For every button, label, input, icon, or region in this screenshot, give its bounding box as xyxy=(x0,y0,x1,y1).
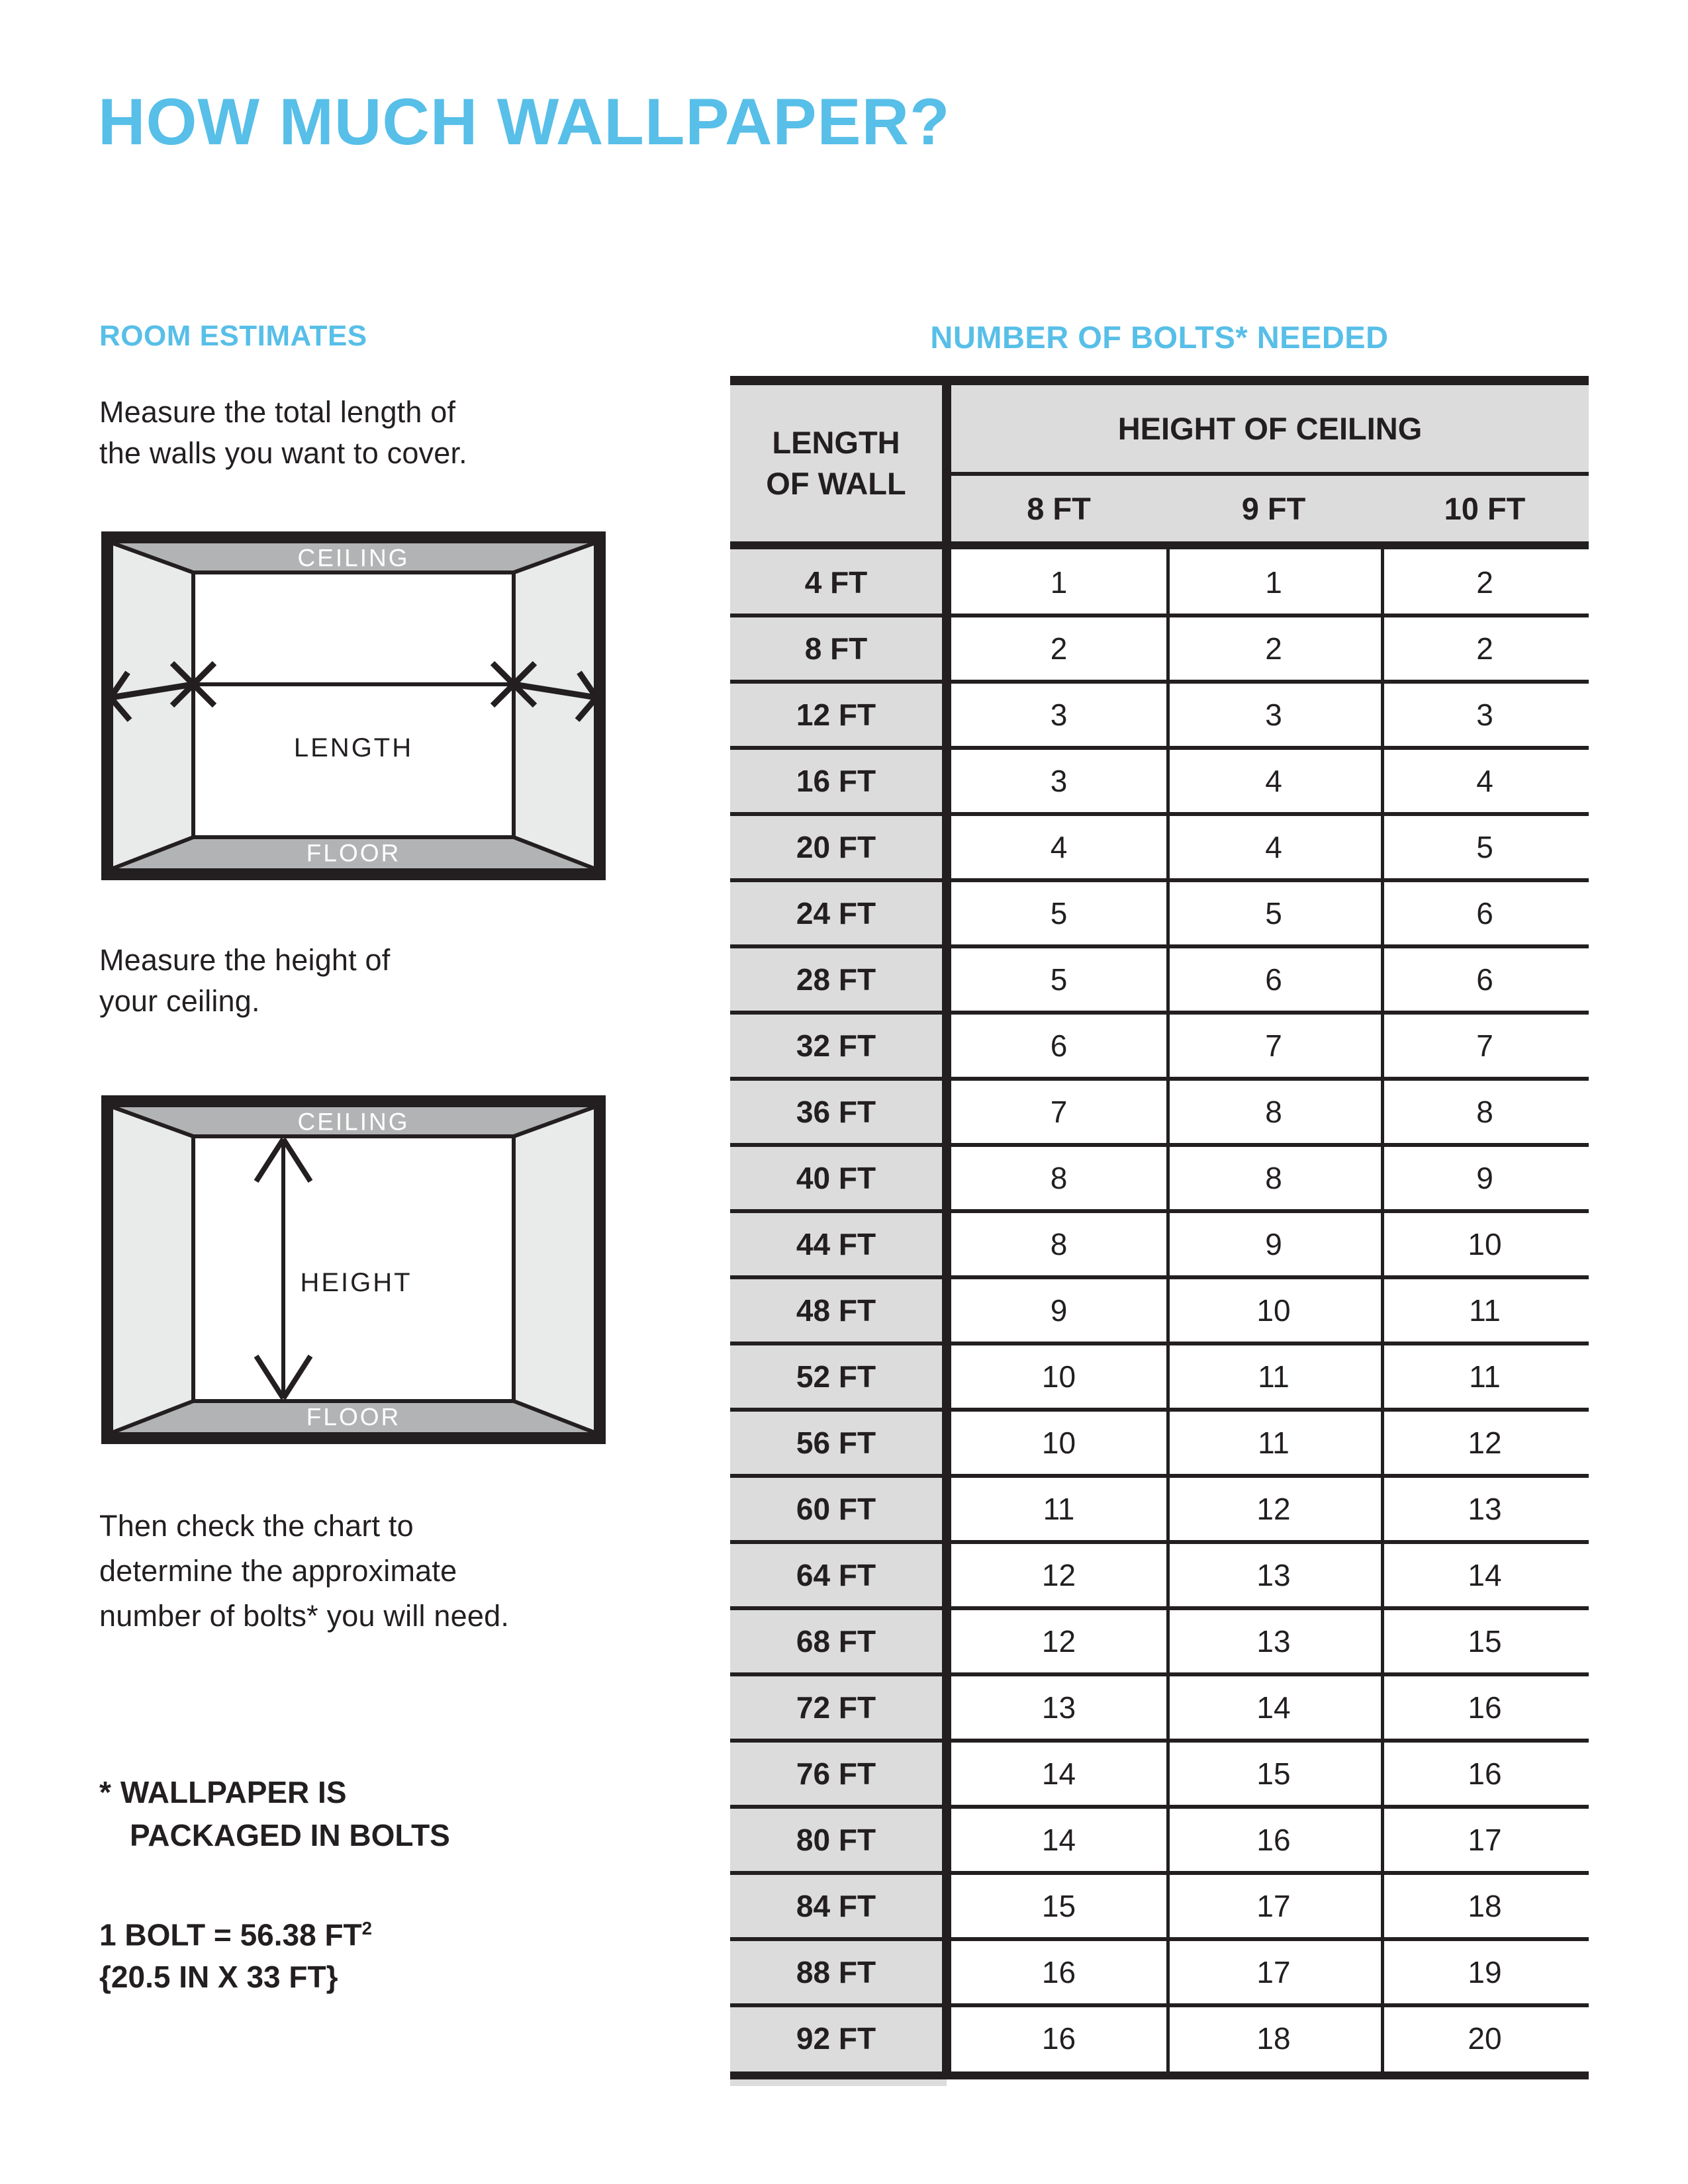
text-line: LENGTH xyxy=(772,425,900,460)
table-row-label: 16 FT xyxy=(796,764,876,798)
ceiling-label: CEILING xyxy=(297,544,410,572)
text-line: determine the approximate xyxy=(99,1554,457,1588)
table-cell: 15 xyxy=(1041,1889,1076,1923)
right-wall-face xyxy=(514,1107,594,1432)
table-row-label: 60 FT xyxy=(796,1492,876,1526)
table-cell: 14 xyxy=(1256,1690,1291,1725)
text-line: Then check the chart to xyxy=(99,1509,414,1543)
col-header-9ft: 9 FT xyxy=(1166,476,1381,541)
footnote-bolts xyxy=(99,1771,450,1857)
table-row-label: 68 FT xyxy=(796,1624,876,1659)
table-row-label: 28 FT xyxy=(796,962,876,997)
table-cell: 11 xyxy=(1258,1426,1289,1460)
footnote-text: WALLPAPER IS xyxy=(120,1775,347,1809)
room-length-diagram xyxy=(101,531,606,880)
text-line xyxy=(99,1771,450,1814)
table-cell: 6 xyxy=(1265,962,1282,997)
table-cell: 2 xyxy=(1476,565,1493,600)
table-cell: 4 xyxy=(1050,830,1068,864)
table-row-label: 64 FT xyxy=(796,1558,876,1592)
table-cell: 19 xyxy=(1468,1955,1502,1989)
text-line xyxy=(99,1907,372,1956)
table-cell: 16 xyxy=(1041,2021,1076,2056)
text-line: PACKAGED IN BOLTS xyxy=(130,1818,450,1852)
col-header-8ft: 8 FT xyxy=(951,476,1166,541)
table-row-label: 40 FT xyxy=(796,1161,876,1195)
table-cell: 11 xyxy=(1469,1293,1501,1328)
superscript-2: 2 xyxy=(361,1918,373,1938)
bolt-equation: 1 BOLT = 56.38 FT xyxy=(99,1917,362,1952)
table-cell: 16 xyxy=(1256,1823,1291,1857)
table-cell: 7 xyxy=(1265,1028,1282,1063)
table-cell: 17 xyxy=(1468,1823,1502,1857)
table-row-label: 36 FT xyxy=(796,1095,876,1129)
column-divider-2 xyxy=(1381,549,1384,2071)
table-cell: 8 xyxy=(1050,1161,1068,1195)
floor-label: FLOOR xyxy=(306,1403,401,1431)
section-heading-room-estimates: ROOM ESTIMATES xyxy=(99,320,367,352)
table-cell: 5 xyxy=(1050,962,1068,997)
table-cell: 20 xyxy=(1468,2021,1502,2056)
table-cell: 12 xyxy=(1041,1624,1076,1659)
table-cell: 7 xyxy=(1476,1028,1493,1063)
height-label: HEIGHT xyxy=(300,1268,412,1297)
text-line: your ceiling. xyxy=(99,984,260,1018)
text-line: Measure the total length of xyxy=(99,395,456,429)
table-row-label: 32 FT xyxy=(796,1028,876,1063)
table-cell: 13 xyxy=(1468,1492,1502,1526)
bolt-size-info xyxy=(99,1907,372,1998)
table-cell: 8 xyxy=(1050,1227,1068,1261)
table-cell: 1 xyxy=(1265,565,1282,600)
table-cell: 7 xyxy=(1050,1095,1068,1129)
table-cell: 9 xyxy=(1476,1161,1493,1195)
table-cell: 10 xyxy=(1468,1227,1502,1261)
table-cell: 5 xyxy=(1050,896,1068,931)
text-line: Measure the height of xyxy=(99,943,391,977)
table-cell: 11 xyxy=(1258,1359,1289,1394)
ceiling-label: CEILING xyxy=(297,1108,410,1136)
table-cell: 6 xyxy=(1476,896,1493,931)
table-cell: 13 xyxy=(1041,1690,1076,1725)
table-cell: 9 xyxy=(1050,1293,1068,1328)
table-bottom-bar xyxy=(730,2071,1589,2079)
table-row-label: 52 FT xyxy=(796,1359,876,1394)
table-cell: 10 xyxy=(1256,1293,1291,1328)
table-cell: 10 xyxy=(1041,1426,1076,1460)
table-cell: 12 xyxy=(1256,1492,1291,1526)
footnote-marker: * xyxy=(99,1775,111,1809)
table-cell: 11 xyxy=(1469,1359,1501,1394)
table-cell: 18 xyxy=(1256,2021,1291,2056)
table-rows xyxy=(730,376,1589,2093)
table-cell: 3 xyxy=(1476,698,1493,732)
table-row-label: 20 FT xyxy=(796,830,876,864)
table-cell: 17 xyxy=(1256,1889,1291,1923)
instruction-measure-length xyxy=(99,392,467,474)
table-row-label: 12 FT xyxy=(796,698,876,732)
text-line: OF WALL xyxy=(766,466,906,501)
col-header-height-of-ceiling: HEIGHT OF CEILING xyxy=(951,385,1589,472)
table-cell: 14 xyxy=(1041,1823,1076,1857)
back-wall-face xyxy=(193,572,514,837)
table-cell: 15 xyxy=(1256,1756,1291,1791)
table-cell: 8 xyxy=(1265,1095,1282,1129)
table-cell: 3 xyxy=(1050,764,1068,798)
table-cell: 6 xyxy=(1476,962,1493,997)
table-cell: 13 xyxy=(1256,1558,1291,1592)
text-line: the walls you want to cover. xyxy=(99,436,467,470)
table-cell: 15 xyxy=(1468,1624,1502,1659)
table-cell: 3 xyxy=(1050,698,1068,732)
table-cell: 11 xyxy=(1043,1492,1075,1526)
table-row-label: 76 FT xyxy=(796,1756,876,1791)
instruction-check-chart xyxy=(99,1504,509,1639)
table-cell: 13 xyxy=(1256,1624,1291,1659)
text-line: number of bolts* you will need. xyxy=(99,1599,510,1633)
table-cell: 14 xyxy=(1041,1756,1076,1791)
table-cell: 3 xyxy=(1265,698,1282,732)
table-row-label: 56 FT xyxy=(796,1426,876,1460)
floor-label: FLOOR xyxy=(306,839,401,867)
table-cell: 17 xyxy=(1256,1955,1291,1989)
table-cell: 4 xyxy=(1265,764,1282,798)
table-cell: 2 xyxy=(1050,631,1068,666)
left-wall-face xyxy=(113,543,193,868)
right-wall-face xyxy=(514,543,594,868)
table-row-label: 88 FT xyxy=(796,1955,876,1989)
table-cell: 5 xyxy=(1476,830,1493,864)
table-cell: 12 xyxy=(1468,1426,1502,1460)
table-row-label: 4 FT xyxy=(804,565,868,600)
table-row-label: 44 FT xyxy=(796,1227,876,1261)
left-wall-face xyxy=(113,1107,193,1432)
table-cell: 12 xyxy=(1041,1558,1076,1592)
section-heading-bolts-needed: NUMBER OF BOLTS* NEEDED xyxy=(930,320,1389,355)
table-cell: 1 xyxy=(1050,565,1068,600)
instruction-measure-height xyxy=(99,940,390,1022)
table-cell: 18 xyxy=(1468,1889,1502,1923)
table-cell: 4 xyxy=(1265,830,1282,864)
table-cell: 4 xyxy=(1476,764,1493,798)
table-cell: 16 xyxy=(1468,1690,1502,1725)
length-label: LENGTH xyxy=(293,733,414,762)
table-cell: 16 xyxy=(1468,1756,1502,1791)
table-cell: 5 xyxy=(1265,896,1282,931)
room-height-diagram xyxy=(101,1095,606,1444)
table-cell: 2 xyxy=(1265,631,1282,666)
table-cell: 10 xyxy=(1041,1359,1076,1394)
table-cell: 2 xyxy=(1476,631,1493,666)
page-title: HOW MUCH WALLPAPER? xyxy=(98,85,951,158)
col-header-10ft: 10 FT xyxy=(1381,476,1589,541)
table-row-label: 80 FT xyxy=(796,1823,876,1857)
table-cell: 16 xyxy=(1041,1955,1076,1989)
table-row-label: 24 FT xyxy=(796,896,876,931)
table-cell: 8 xyxy=(1476,1095,1493,1129)
table-cell: 8 xyxy=(1265,1161,1282,1195)
column-divider-thick xyxy=(942,385,951,2071)
table-row-label: 72 FT xyxy=(796,1690,876,1725)
table-row-label: 8 FT xyxy=(804,631,868,666)
table-row-label: 84 FT xyxy=(796,1889,876,1923)
bolts-table xyxy=(730,376,1589,2093)
table-cell: 9 xyxy=(1265,1227,1282,1261)
table-cell: 6 xyxy=(1050,1028,1068,1063)
column-divider-1 xyxy=(1166,549,1170,2071)
text-line: {20.5 IN X 33 FT} xyxy=(99,1960,338,1995)
table-row-label: 48 FT xyxy=(796,1293,876,1328)
table-row-label: 92 FT xyxy=(796,2021,876,2056)
table-cell: 14 xyxy=(1468,1558,1502,1592)
